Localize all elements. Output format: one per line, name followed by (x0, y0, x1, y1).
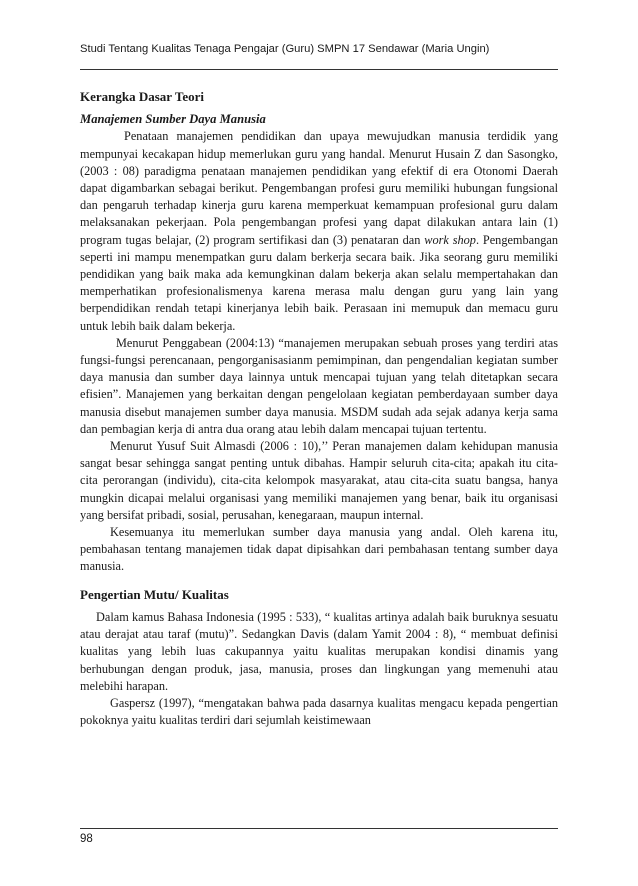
section-heading-mutu: Pengertian Mutu/ Kualitas (80, 586, 229, 602)
page-body (80, 88, 558, 729)
subsection-heading-msdm: Manajemen Sumber Daya Manusia (80, 112, 266, 127)
paragraph (80, 128, 558, 334)
paragraph: Menurut Yusuf Suit Almasdi (2006 : 10),’’ Peran manajemen dalam kehidupan manusia sangat besar sehingga sangat penting untuk dibahas. Hampir seluruh cita-cita; apakah itu cita-cita perorangan (individu), cita-cita kelompok masyarakat, atau cita-cita suatu bangsa, hanya mungkin dicapai melalui organisasi yang memiliki manajemen yang benar, baik itu organisasi yang bersifat pribadi, sosial, perusahan, kenegaraan, maupun internal. (80, 439, 558, 522)
paragraph-text: Penataan manajemen pendidikan dan upaya mewujudkan manusia terdidik yang mempunyai kecakapan hidup memerlukan guru yang handal. Menurut Husain Z dan Sasongko, (2003 : 08) paradigma penataan manajemen pendidikan yang efektif di era Otonomi Daerah dapat digambarkan sebagai berikut. Pengembangan profesi guru memiliki hubungan fungsional dan pengaruh terhadap kinerja guru karena memperkuat kemampuan profesional guru dalam melaksanakan pekerjaan. Pola pengembangan profesi yang dapat dilakukan antara lain (1) program tugas belajar, (2) program sertifikasi dan (3) penataran dan (80, 129, 558, 247)
running-header: Studi Tentang Kualitas Tenaga Pengajar (Guru) SMPN 17 Sendawar (Maria Ungin) (80, 43, 490, 55)
paragraph: Dalam kamus Bahasa Indonesia (1995 : 533), “ kualitas artinya adalah baik buruknya sesuatu atau derajat atau taraf (mutu)”. Sedangkan Davis (dalam Yamit 2004 : 8), “ membuat definisi kualitas yang lebih luas cakupannya yaitu kualitas merupakan kondisi dinamis yang berhubungan dengan produk, jasa, manusia, proses dan lingkungan yang memenuhi atau melebihi harapan. (80, 609, 558, 693)
footer-rule (80, 828, 558, 829)
paragraph: Gaspersz (1997), “mengatakan bahwa pada dasarnya kualitas mengacu kepada pengertian pokoknya yaitu kualitas terdiri dari sejumlah keistimewaan (80, 695, 558, 728)
page-number: 98 (80, 833, 93, 845)
paragraph-text: . Pengembangan seperti ini mampu menempatkan guru dalam berkerja secara baik. Jika seorang guru memiliki pendidikan yang baik maka ada kemungkinan dalam bekerja akan selalu mempertahakan dan memperhatikan profesionalismenya karena merasa malu dengan guru yang lain yang berpendidikan rendah tetapi kinerjanya lebih baik. Perasaan ini memupuk dan memacu guru untuk lebih baik dalam bekerja. (80, 232, 559, 333)
paragraph: Kesemuanya itu memerlukan sumber daya manusia yang andal. Oleh karena itu, pembahasan tentang manajemen tidak dapat dipisahkan dari pembahasan tentang sumber daya manusia. (80, 525, 558, 574)
header-rule (80, 69, 558, 70)
italic-term: work shop (424, 232, 476, 247)
section-spacer (80, 576, 558, 586)
paragraph: Menurut Penggabean (2004:13) “manajemen merupakan sebuah proses yang terdiri atas fungsi-fungsi perencanaan, pengorganisasianm pemimpinan, dan pengendalian kegiatan sumber daya manusia dan sumber daya lainnya untuk mencapai tujuan yang telah ditetapkan secara efisien”. Manajemen yang berkaitan dengan pengelolaan kegiatan pemberdayaan sumber daya manusia disebut manajemen sumber daya manusia. MSDM sudah ada sejak adanya kerja sama dan pembagian kerja di antra dua orang atau lebih dalam mencapai tujuan tertentu. (80, 335, 558, 436)
section-heading-kerangka: Kerangka Dasar Teori (80, 89, 204, 104)
